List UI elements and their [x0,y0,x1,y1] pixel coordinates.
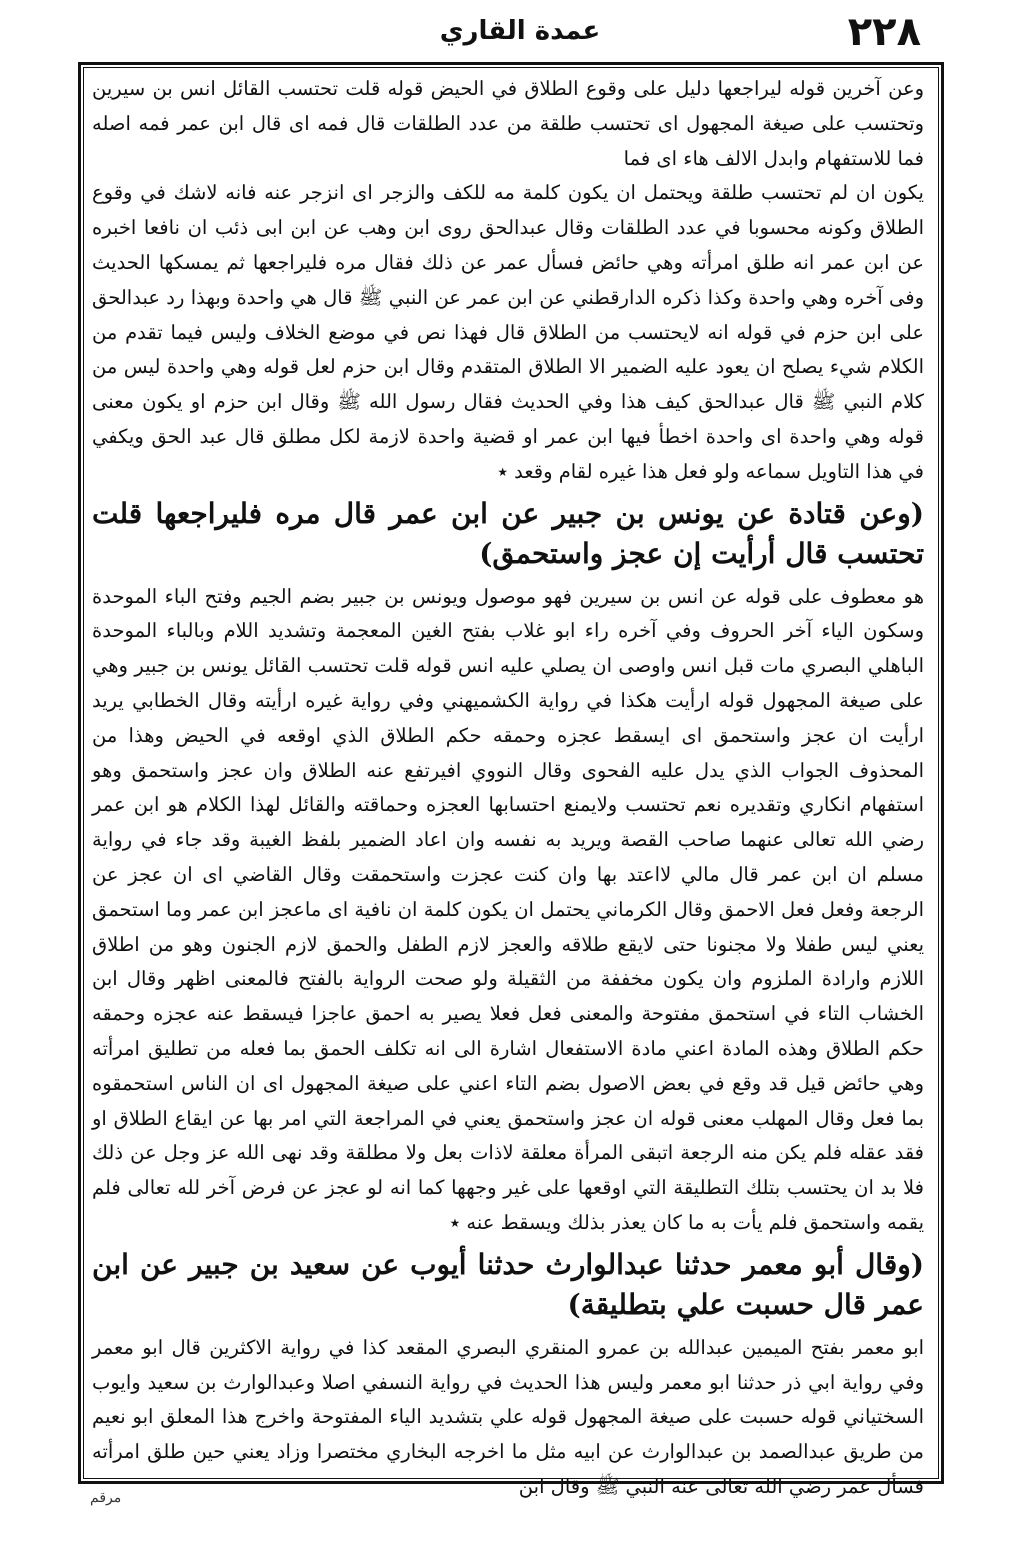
hadith-text: (وقال أبو معمر حدثنا عبدالوارث حدثنا أيوب عن سعيد بن جبير عن ابن عمر قال حسبت علي بتطليقة) [92,1247,924,1321]
footer-mark: مرقم [90,1490,122,1506]
running-title: عمدة القاري [439,16,601,46]
page-body [92,72,924,1498]
page-header [0,0,1021,62]
hadith-text: (وعن قتادة عن يونس بن جبير عن ابن عمر قال مره فليراجعها قلت تحتسب قال أرأيت إن عجز واستحمق) [92,496,924,570]
commentary: ابو معمر بفتح الميمين عبدالله بن عمرو المنقري البصري المقعد كذا في رواية الاكثرين قال ابو معمر وفي رواية ابي ذر حدثنا ابو معمر وليس هذا الحديث في رواية النسفي اصلا وعبدالوارث بن سعيد وايوب السختياني قوله حسبت على صيغة المجهول قوله علي بتشديد الياء المفتوحة واخرج هذا المعلق ابو نعيم من طريق عبدالصمد بن عبدالوارث عن ابيه مثل ما اخرجه البخاري مختصرا وزاد يعني حين طلق امرأته فسأل عمر رضي الله تعالى عنه النبي ﷺ وقال ابن [92,1335,924,1498]
commentary: هو معطوف على قوله عن انس بن سيرين فهو موصول ويونس بن جبير بضم الجيم وفتح الباء الموحدة وسكون الياء آخر الحروف وفي آخره راء ابو غلاب بفتح الغين المعجمة وتشديد اللام وبالباء الموحدة الباهلي البصري مات قبل انس واوصى ان يصلي عليه انس قوله قلت تحتسب القائل يونس بن جبير وهي على صيغة المجهول قوله ارأيت هكذا في رواية الكشميهني وفي رواية غيره ارأيته وقال الخطابي يريد ارأيت ان عجز واستحمق اى ايسقط عجزه وحمقه حكم الطلاق الذي اوقعه في الحيض وهذا من المحذوف الجواب الذي يدل عليه الفحوى وقال النووي افيرتفع عنه الطلاق وان عجز واستحمق وهو استفهام انكاري وتقديره نعم تحتسب ولايمنع احتسابها العجزه وحماقته والقائل لهذا الكلام هو ابن عمر رضي الله تعالى عنهما صاحب القصة ويريد به نفسه وان اعاد الضمير بلفظ الغيبة وقد جاء في رواية مسلم ان ابن عمر قال مالي لااعتد بها وان كنت عجزت واستحمقت وقال القاضي اى ان عجز عن الرجعة وفعل فعل الاحمق وقال الكرماني يحتمل ان يكون كلمة ان نافية اى ماعجز ابن عمر وما استحمق يعني ليس طفلا ولا مجنونا حتى لايقع طلاقه والعجز لازم الطفل والحمق لازم الجنون وهو من اطلاق اللازم وارادة الملزوم وان يكون مخففة من الثقيلة ولو صحت الرواية بالفتح فالمعنى اظهر وقال ابن الخشاب التاء في استحمق مفتوحة والمعنى فعل فعلا يصير به احمق عاجزا فيسقط عنه عجزه وحمقه حكم الطلاق وهذه المادة اعني مادة الاستفعال اشارة الى انه تكلف الحمق بما فعله من تطليق امرأته وهي حائض قيل قد وقع في بعض الاصول بضم التاء اعني على صيغة المجهول اى ان الناس استحمقوه بما فعل وقال المهلب معنى قوله ان عجز واستحمق يعني في المراجعة التي امر بها عن ايقاع الطلاق او فقد عقله فلم يكن منه الرجعة اتبقى المرأة معلقة لاذات بعل ولا مطلقة وقد نهى الله عز وجل عن ذلك فلا بد ان يحتسب بتلك التطليقة التي اوقعها على غير وجهها كما انه لو عجز عن فرض آخر لله تعالى فلم يقمه واستحمق فلم يأت به ما كان يعذر بذلك ويسقط عنه ٭ [92,584,924,1234]
paragraph: وعن آخرين قوله ليراجعها دليل على وقوع الطلاق في الحيض قوله قلت تحتسب القائل انس بن سيرين وتحتسب على صيغة المجهول اى تحتسب طلقة من عدد الطلقات قال فمه اى قال ابن عمر فمه اصله فما للاستفهام وابدل الالف هاء اى فما [92,77,924,170]
paragraph: يكون ان لم تحتسب طلقة ويحتمل ان يكون كلمة مه للكف والزجر اى انزجر عنه فانه لاشك في وقوع الطلاق وكونه محسوبا في عدد الطلقات وقال عبدالحق روى ابن وهب عن ابن ابى ذئب ان نافعا اخبره عن ابن عمر انه طلق امرأته وهي حائض فسأل عمر عن ذلك فقال مره فليراجعها ثم يمسكها الحديث وفى آخره وهي واحدة وكذا ذكره الدارقطني عن ابن عمر عن النبي ﷺ قال هي واحدة وبهذا رد عبدالحق على ابن حزم في قوله انه لايحتسب من الطلاق قال فهذا نص في موضع الخلاف وليس فيما تقدم من الكلام شيء يصلح ان يعود عليه الضمير الا الطلاق المتقدم وقال ابن حزم لعل قوله وهي واحدة ليس من كلام النبي ﷺ قال عبدالحق كيف هذا وفي الحديث فقال رسول الله ﷺ وقال ابن حزم او يكون معنى قوله وهي واحدة اى واحدة اخطأ فيها ابن عمر او قضية واحدة لازمة لكل مطلق قال عبد الحق ويكفي في هذا التاويل سماعه ولو فعل هذا غيره لقام وقعد ٭ [92,181,924,483]
page-number: ۲۲۸ [847,9,921,55]
